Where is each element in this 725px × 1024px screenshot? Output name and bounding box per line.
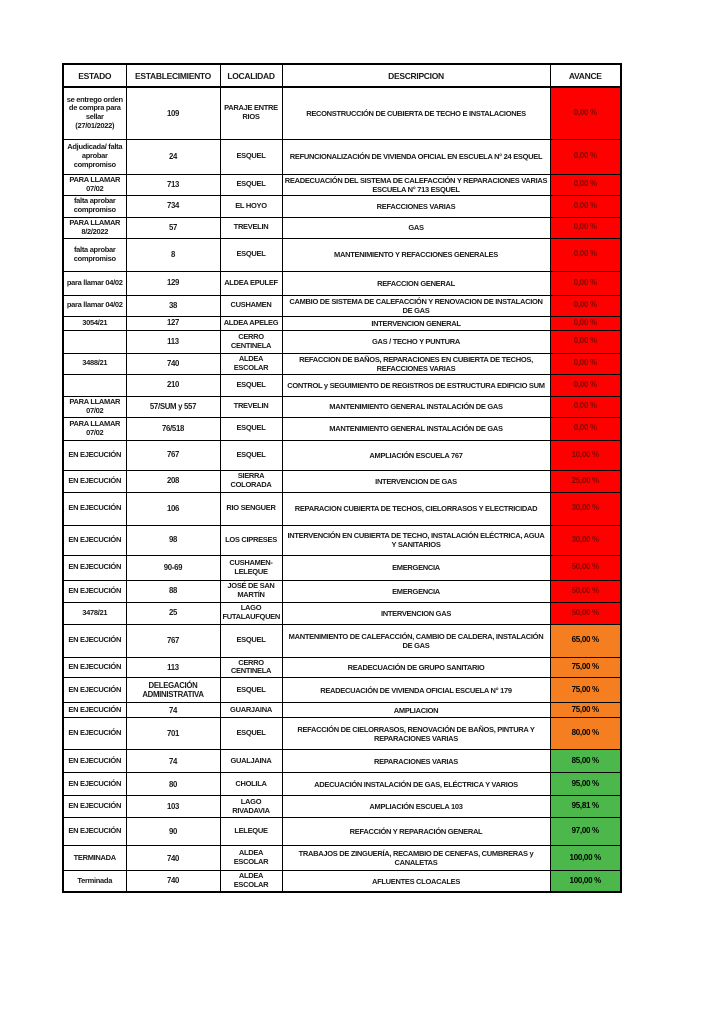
descripcion-cell: REFACCIÓN Y REPARACIÓN GENERAL — [282, 818, 550, 846]
estado-cell: EN EJECUCIÓN — [63, 580, 126, 602]
table-row — [63, 846, 621, 871]
estado-cell: EN EJECUCIÓN — [63, 818, 126, 846]
descripcion-cell: AFLUENTES CLOACALES — [282, 871, 550, 892]
estado-cell: PARA LLAMAR 07/02 — [63, 174, 126, 195]
descripcion-cell: MANTENIMIENTO GENERAL INSTALACIÓN DE GAS — [282, 417, 550, 440]
table-row — [63, 330, 621, 353]
establecimiento-cell: 713 — [126, 174, 220, 195]
avance-cell: 95,00 % — [550, 773, 621, 796]
establecimiento-cell: 109 — [126, 87, 220, 139]
table-row — [63, 295, 621, 316]
avance-cell: 65,00 % — [550, 624, 621, 657]
estado-cell: EN EJECUCIÓN — [63, 678, 126, 703]
localidad-cell: ALDEA ESCOLAR — [220, 353, 282, 374]
avance-cell: 100,00 % — [550, 871, 621, 892]
table-row — [63, 492, 621, 525]
descripcion-cell: READECUACIÓN DEL SISTEMA DE CALEFACCIÓN Y REPARACIONES VARIAS ESCUELA N° 713 ESQUEL — [282, 174, 550, 195]
works-status-table — [62, 63, 622, 893]
descripcion-cell: EMERGENCIA — [282, 580, 550, 602]
descripcion-cell: RECONSTRUCCIÓN DE CUBIERTA DE TECHO E INSTALACIONES — [282, 87, 550, 139]
avance-cell: 75,00 % — [550, 703, 621, 718]
localidad-cell: GUALJAINA — [220, 750, 282, 773]
estado-cell: Terminada — [63, 871, 126, 892]
establecimiento-cell: 74 — [126, 703, 220, 718]
table-row — [63, 678, 621, 703]
table-row — [63, 773, 621, 796]
establecimiento-cell: DELEGACIÓN ADMINISTRATIVA — [126, 678, 220, 703]
localidad-cell: ESQUEL — [220, 374, 282, 396]
avance-cell: 30,00 % — [550, 525, 621, 555]
table-row — [63, 580, 621, 602]
establecimiento-cell: 740 — [126, 871, 220, 892]
localidad-cell: CUSHAMEN-LELEQUE — [220, 555, 282, 580]
descripcion-cell: GAS / TECHO Y PUNTURA — [282, 330, 550, 353]
descripcion-cell: AMPLIACION — [282, 703, 550, 718]
avance-cell: 0,00 % — [550, 217, 621, 238]
descripcion-cell: AMPLIACIÓN ESCUELA 767 — [282, 440, 550, 470]
avance-cell: 0,00 % — [550, 139, 621, 174]
descripcion-cell: REFACCION DE BAÑOS, REPARACIONES EN CUBIERTA DE TECHOS, REFACCIONES VARIAS — [282, 353, 550, 374]
table-row — [63, 374, 621, 396]
localidad-cell: ESQUEL — [220, 238, 282, 271]
estado-cell: EN EJECUCIÓN — [63, 773, 126, 796]
descripcion-cell: INTERVENCION GENERAL — [282, 316, 550, 330]
table-row — [63, 624, 621, 657]
col-header-descripcion: DESCRIPCION — [282, 64, 550, 87]
localidad-cell: ESQUEL — [220, 417, 282, 440]
descripcion-cell: ADECUACIÓN INSTALACIÓN DE GAS, ELÉCTRICA Y VARIOS — [282, 773, 550, 796]
localidad-cell: CERRO CENTINELA — [220, 657, 282, 678]
establecimiento-cell: 90 — [126, 818, 220, 846]
estado-cell: EN EJECUCIÓN — [63, 440, 126, 470]
estado-cell: EN EJECUCIÓN — [63, 796, 126, 818]
avance-cell: 0,00 % — [550, 316, 621, 330]
localidad-cell: EL HOYO — [220, 195, 282, 217]
col-header-localidad: LOCALIDAD — [220, 64, 282, 87]
establecimiento-cell: 8 — [126, 238, 220, 271]
avance-cell: 80,00 % — [550, 718, 621, 750]
localidad-cell: PARAJE ENTRE RIOS — [220, 87, 282, 139]
estado-cell — [63, 374, 126, 396]
estado-cell: EN EJECUCIÓN — [63, 657, 126, 678]
establecimiento-cell: 80 — [126, 773, 220, 796]
establecimiento-cell: 38 — [126, 295, 220, 316]
descripcion-cell: CAMBIO DE SISTEMA DE CALEFACCIÓN Y RENOVACION DE INSTALACION DE GAS — [282, 295, 550, 316]
avance-cell: 75,00 % — [550, 678, 621, 703]
localidad-cell: LAGO RIVADAVIA — [220, 796, 282, 818]
establecimiento-cell: 734 — [126, 195, 220, 217]
establecimiento-cell: 25 — [126, 602, 220, 624]
table-row — [63, 470, 621, 492]
avance-cell: 97,00 % — [550, 818, 621, 846]
establecimiento-cell: 57 — [126, 217, 220, 238]
avance-cell: 30,00 % — [550, 492, 621, 525]
establecimiento-cell: 740 — [126, 846, 220, 871]
table-row — [63, 703, 621, 718]
estado-cell: EN EJECUCIÓN — [63, 750, 126, 773]
descripcion-cell: MANTENIMIENTO Y REFACCIONES GENERALES — [282, 238, 550, 271]
estado-cell: 3054/21 — [63, 316, 126, 330]
localidad-cell: SIERRA COLORADA — [220, 470, 282, 492]
avance-cell: 0,00 % — [550, 195, 621, 217]
avance-cell: 10,00 % — [550, 440, 621, 470]
table-row — [63, 271, 621, 295]
localidad-cell: CHOLILA — [220, 773, 282, 796]
table-row — [63, 195, 621, 217]
avance-cell: 50,00 % — [550, 602, 621, 624]
estado-cell: PARA LLAMAR 8/2/2022 — [63, 217, 126, 238]
localidad-cell: ESQUEL — [220, 678, 282, 703]
table-row — [63, 238, 621, 271]
establecimiento-cell: 57/SUM y 557 — [126, 396, 220, 417]
estado-cell: falta aprobar compromiso — [63, 238, 126, 271]
table-row — [63, 316, 621, 330]
table-row — [63, 417, 621, 440]
establecimiento-cell: 76/518 — [126, 417, 220, 440]
table-row — [63, 602, 621, 624]
estado-cell: EN EJECUCIÓN — [63, 718, 126, 750]
descripcion-cell: READECUACIÓN DE VIVIENDA OFICIAL ESCUELA N° 179 — [282, 678, 550, 703]
estado-cell: se entrego orden de compra para sellar (27/01/2022) — [63, 87, 126, 139]
establecimiento-cell: 103 — [126, 796, 220, 818]
table-row — [63, 818, 621, 846]
estado-cell — [63, 330, 126, 353]
localidad-cell: ALDEA EPULEF — [220, 271, 282, 295]
estado-cell: para llamar 04/02 — [63, 271, 126, 295]
col-header-avance: AVANCE — [550, 64, 621, 87]
localidad-cell: ALDEA ESCOLAR — [220, 846, 282, 871]
localidad-cell: JOSÉ DE SAN MARTÍN — [220, 580, 282, 602]
descripcion-cell: INTERVENCIÓN EN CUBIERTA DE TECHO, INSTALACIÓN ELÉCTRICA, AGUA Y SANITARIOS — [282, 525, 550, 555]
localidad-cell: ALDEA APELEG — [220, 316, 282, 330]
table-body — [63, 87, 621, 892]
establecimiento-cell: 767 — [126, 624, 220, 657]
establecimiento-cell: 208 — [126, 470, 220, 492]
descripcion-cell: INTERVENCION DE GAS — [282, 470, 550, 492]
avance-cell: 75,00 % — [550, 657, 621, 678]
table-row — [63, 440, 621, 470]
establecimiento-cell: 701 — [126, 718, 220, 750]
avance-cell: 50,00 % — [550, 580, 621, 602]
table-row — [63, 796, 621, 818]
estado-cell: EN EJECUCIÓN — [63, 470, 126, 492]
descripcion-cell: CONTROL y SEGUIMIENTO DE REGISTROS DE ESTRUCTURA EDIFICIO SUM — [282, 374, 550, 396]
descripcion-cell: REFACCIÓN DE CIELORRASOS, RENOVACIÓN DE BAÑOS, PINTURA Y REPARACIONES VARIAS — [282, 718, 550, 750]
descripcion-cell: EMERGENCIA — [282, 555, 550, 580]
table-row — [63, 657, 621, 678]
localidad-cell: GUARJAINA — [220, 703, 282, 718]
establecimiento-cell: 740 — [126, 353, 220, 374]
localidad-cell: ALDEA ESCOLAR — [220, 871, 282, 892]
descripcion-cell: MANTENIMIENTO DE CALEFACCIÓN, CAMBIO DE CALDERA, INSTALACIÓN DE GAS — [282, 624, 550, 657]
localidad-cell: ESQUEL — [220, 174, 282, 195]
descripcion-cell: GAS — [282, 217, 550, 238]
estado-cell: EN EJECUCIÓN — [63, 525, 126, 555]
localidad-cell: RIO SENGUER — [220, 492, 282, 525]
table-row — [63, 525, 621, 555]
avance-cell: 0,00 % — [550, 295, 621, 316]
avance-cell: 0,00 % — [550, 396, 621, 417]
table-row — [63, 139, 621, 174]
localidad-cell: ESQUEL — [220, 624, 282, 657]
avance-cell: 25,00 % — [550, 470, 621, 492]
establecimiento-cell: 24 — [126, 139, 220, 174]
localidad-cell: CERRO CENTINELA — [220, 330, 282, 353]
estado-cell: falta aprobar compromiso — [63, 195, 126, 217]
establecimiento-cell: 88 — [126, 580, 220, 602]
estado-cell: EN EJECUCIÓN — [63, 624, 126, 657]
col-header-establecimiento: ESTABLECIMIENTO — [126, 64, 220, 87]
estado-cell: TERMINADA — [63, 846, 126, 871]
establecimiento-cell: 129 — [126, 271, 220, 295]
localidad-cell: LOS CIPRESES — [220, 525, 282, 555]
descripcion-cell: INTERVENCION GAS — [282, 602, 550, 624]
avance-cell: 0,00 % — [550, 330, 621, 353]
establecimiento-cell: 74 — [126, 750, 220, 773]
table-row — [63, 871, 621, 892]
descripcion-cell: REFACCION GENERAL — [282, 271, 550, 295]
estado-cell: 3478/21 — [63, 602, 126, 624]
localidad-cell: CUSHAMEN — [220, 295, 282, 316]
estado-cell: EN EJECUCIÓN — [63, 555, 126, 580]
establecimiento-cell: 90-69 — [126, 555, 220, 580]
localidad-cell: TREVELIN — [220, 396, 282, 417]
avance-cell: 0,00 % — [550, 238, 621, 271]
estado-cell: EN EJECUCIÓN — [63, 703, 126, 718]
header-row — [63, 64, 621, 87]
avance-cell: 0,00 % — [550, 174, 621, 195]
avance-cell: 95,81 % — [550, 796, 621, 818]
descripcion-cell: REFACCIONES VARIAS — [282, 195, 550, 217]
estado-cell: 3488/21 — [63, 353, 126, 374]
establecimiento-cell: 98 — [126, 525, 220, 555]
localidad-cell: ESQUEL — [220, 139, 282, 174]
localidad-cell: ESQUEL — [220, 718, 282, 750]
avance-cell: 0,00 % — [550, 271, 621, 295]
localidad-cell: ESQUEL — [220, 440, 282, 470]
estado-cell: EN EJECUCIÓN — [63, 492, 126, 525]
estado-cell: PARA LLAMAR 07/02 — [63, 396, 126, 417]
table-row — [63, 87, 621, 139]
avance-cell: 0,00 % — [550, 417, 621, 440]
establecimiento-cell: 113 — [126, 330, 220, 353]
table-row — [63, 353, 621, 374]
establecimiento-cell: 113 — [126, 657, 220, 678]
avance-cell: 50,00 % — [550, 555, 621, 580]
table-row — [63, 718, 621, 750]
estado-cell: PARA LLAMAR 07/02 — [63, 417, 126, 440]
avance-cell: 0,00 % — [550, 374, 621, 396]
avance-cell: 0,00 % — [550, 353, 621, 374]
avance-cell: 100,00 % — [550, 846, 621, 871]
descripcion-cell: REPARACIONES VARIAS — [282, 750, 550, 773]
avance-cell: 0,00 % — [550, 87, 621, 139]
establecimiento-cell: 767 — [126, 440, 220, 470]
table-row — [63, 555, 621, 580]
table-row — [63, 396, 621, 417]
localidad-cell: LELEQUE — [220, 818, 282, 846]
descripcion-cell: REFUNCIONALIZACIÓN DE VIVIENDA OFICIAL EN ESCUELA N° 24 ESQUEL — [282, 139, 550, 174]
establecimiento-cell: 127 — [126, 316, 220, 330]
table-row — [63, 750, 621, 773]
localidad-cell: LAGO FUTALAUFQUEN — [220, 602, 282, 624]
table-row — [63, 217, 621, 238]
avance-cell: 85,00 % — [550, 750, 621, 773]
descripcion-cell: READECUACIÓN DE GRUPO SANITARIO — [282, 657, 550, 678]
estado-cell: para llamar 04/02 — [63, 295, 126, 316]
descripcion-cell: AMPLIACIÓN ESCUELA 103 — [282, 796, 550, 818]
table-row — [63, 174, 621, 195]
descripcion-cell: TRABAJOS DE ZINGUERÍA, RECAMBIO DE CENEFAS, CUMBRERAS y CANALETAS — [282, 846, 550, 871]
localidad-cell: TREVELIN — [220, 217, 282, 238]
establecimiento-cell: 210 — [126, 374, 220, 396]
col-header-estado: ESTADO — [63, 64, 126, 87]
descripcion-cell: REPARACION CUBIERTA DE TECHOS, CIELORRASOS Y ELECTRICIDAD — [282, 492, 550, 525]
descripcion-cell: MANTENIMIENTO GENERAL INSTALACIÓN DE GAS — [282, 396, 550, 417]
estado-cell: Adjudicada/ falta aprobar compromiso — [63, 139, 126, 174]
establecimiento-cell: 106 — [126, 492, 220, 525]
